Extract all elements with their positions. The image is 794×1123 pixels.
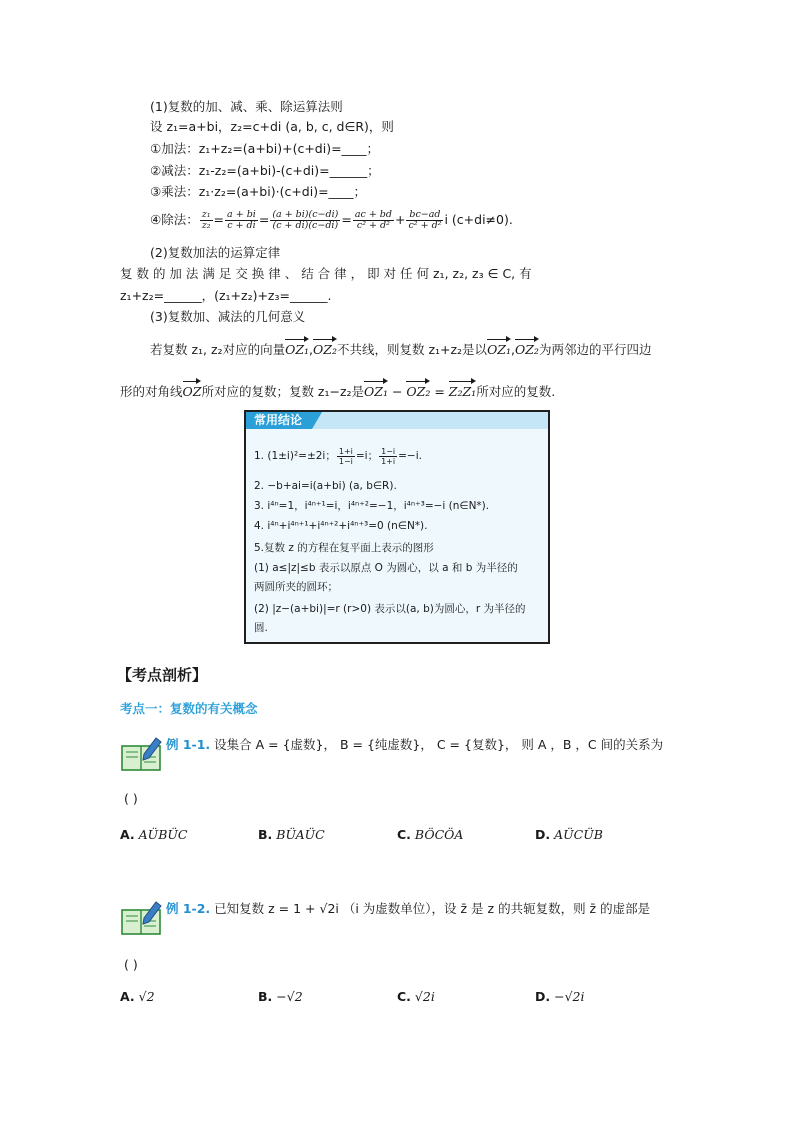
analysis-heading: 【考点剖析】 — [117, 666, 208, 684]
section2-title: (2)复数加法的运算定律 — [150, 245, 281, 260]
section3-line2: 形的对角线OZ所对应的复数；复数 z₁−z₂是OZ₁ − OZ₂ = Z₂Z₁所对应的复数. — [120, 380, 555, 401]
example1-option-b[interactable]: B. BÜAÜC — [258, 827, 325, 842]
division-frac-z: $\frac{\text{z₁}}{\text{z₂}}$ — [201, 209, 211, 231]
example2-option-d[interactable]: D. −√2i — [535, 989, 585, 1004]
example2-option-c[interactable]: C. √2i — [397, 989, 435, 1004]
section3-title: (3)复数加、减法的几何意义 — [150, 309, 306, 324]
vector-z2z1: Z₂Z₁ — [449, 380, 476, 401]
example1-stem: 例 1-1. 设集合 A = {虚数}， B = {纯虚数}， C = {复数}， 则 A ，B ，C 间的关系为 — [166, 737, 664, 752]
book-pencil-icon — [120, 736, 164, 772]
vector-oz2-c: OZ₂ — [406, 380, 430, 401]
book-pencil-icon — [120, 900, 164, 936]
example1-option-d[interactable]: D. AÜCÜB — [535, 827, 603, 842]
conclusion-frac-2: $\frac{1-i}{1+i}$ — [381, 446, 396, 466]
division-frac-real: $\frac{ac + bd}{\text{c² + d²}}$ — [354, 209, 392, 231]
conclusion-item-2: 2. −b+ai=i(a+bi) (a, b∈R). — [254, 480, 397, 492]
multiplication-rule: ③乘法：z₁·z₂=(a+bi)·(c+di)=____； — [150, 184, 367, 199]
conclusion-item-1: 1. (1±i)²=±2i； $\frac{1+i}{1-i}$ =i； $\frac{1-i}{1+i}$ =−i. — [254, 446, 422, 466]
vector-oz2: OZ₂ — [313, 338, 337, 359]
example1-option-a[interactable]: A. AÜBÜC — [120, 827, 188, 842]
conclusion-frac-1: $\frac{1+i}{1-i}$ — [338, 446, 353, 466]
conclusion-item-5-2a: (2) |z−(a+bi)|=r (r>0) 表示以(a, b)为圆心，r 为半径的 — [254, 603, 526, 615]
section1-title: (1)复数的加、减、乘、除运算法则 — [150, 99, 343, 114]
section2-line1: 复 数 的 加 法 满 足 交 换 律 、 结 合 律 ， 即 对 任 何 z₁, z₂, z₃ ∈ C, 有 — [120, 266, 532, 281]
example2-paren: ( ) — [124, 957, 138, 972]
division-rule: ④除法： $\frac{\text{z₁}}{\text{z₂}}$ = $\frac{a + bi}{c + di}$ = $\frac{(a + bi)(c-di)}{(c + di)(c-di)}$ = $\frac{ac + bd}{\text{c² + d²}}$ + $\frac{bc-ad}{\text{c² + d²}}$ i (c+di≠0). — [150, 209, 513, 231]
section1-setup: 设 z₁=a+bi，z₂=c+di (a, b, c, d∈R)，则 — [150, 119, 394, 134]
conclusion-item-5-1a: (1) a≤|z|≤b 表示以原点 O 为圆心，以 a 和 b 为半径的 — [254, 562, 518, 574]
example2-option-b[interactable]: B. −√2 — [258, 989, 303, 1004]
subtraction-rule: ②减法：z₁-z₂=(a+bi)-(c+di)=______； — [150, 163, 380, 178]
conclusion-item-3: 3. i⁴ⁿ=1，i⁴ⁿ⁺¹=i，i⁴ⁿ⁺²=−1，i⁴ⁿ⁺³=−i (n∈N*). — [254, 500, 490, 512]
example2-stem: 例 1-2. 已知复数 z = 1 + √2i （i 为虚数单位），设 z̄ 是 z 的共轭复数，则 z̄ 的虚部是 — [166, 901, 651, 916]
section2-line2: z₁+z₂=______，(z₁+z₂)+z₃=______. — [120, 288, 332, 303]
vector-oz1: OZ₁ — [285, 338, 309, 359]
example1-paren: ( ) — [124, 791, 138, 806]
vector-oz: OZ — [183, 380, 202, 401]
division-prefix: ④除法： — [150, 212, 199, 227]
example2-option-a[interactable]: A. √2 — [120, 989, 155, 1004]
point1-title: 考点一：复数的有关概念 — [120, 701, 258, 716]
section3-line1: 若复数 z₁, z₂对应的向量OZ₁,OZ₂不共线，则复数 z₁+z₂是以OZ₁,OZ₂为两邻边的平行四边 — [150, 338, 651, 359]
example1-label: 例 1-1. — [166, 737, 211, 752]
conclusion-item-5-2b: 圆. — [254, 622, 268, 634]
addition-rule: ①加法：z₁+z₂=(a+bi)+(c+di)=____； — [150, 141, 380, 156]
division-frac-expanded: $\frac{(a + bi)(c-di)}{(c + di)(c-di)}$ — [272, 209, 339, 231]
conclusion-title: 常用结论 — [246, 412, 312, 429]
conclusion-header — [246, 412, 548, 429]
vector-oz2-b: OZ₂ — [515, 338, 539, 359]
conclusion-box — [244, 410, 550, 644]
conclusion-item-5: 5.复数 z 的方程在复平面上表示的图形 — [254, 542, 434, 554]
example2-label: 例 1-2. — [166, 901, 211, 916]
conclusion-item-4: 4. i⁴ⁿ+i⁴ⁿ⁺¹+i⁴ⁿ⁺²+i⁴ⁿ⁺³=0 (n∈N*). — [254, 520, 428, 532]
division-frac-imag: $\frac{bc-ad}{\text{c² + d²}}$ — [408, 209, 442, 231]
example1-option-c[interactable]: C. BÖCÖA — [397, 827, 464, 842]
vector-oz1-c: OZ₁ — [364, 380, 388, 401]
conclusion-item-5-1b: 两圆所夹的圆环； — [254, 581, 338, 593]
division-suffix: i (c+di≠0). — [444, 212, 513, 227]
division-frac-ab: $\frac{a + bi}{c + di}$ — [227, 209, 256, 231]
vector-oz1-b: OZ₁ — [487, 338, 511, 359]
